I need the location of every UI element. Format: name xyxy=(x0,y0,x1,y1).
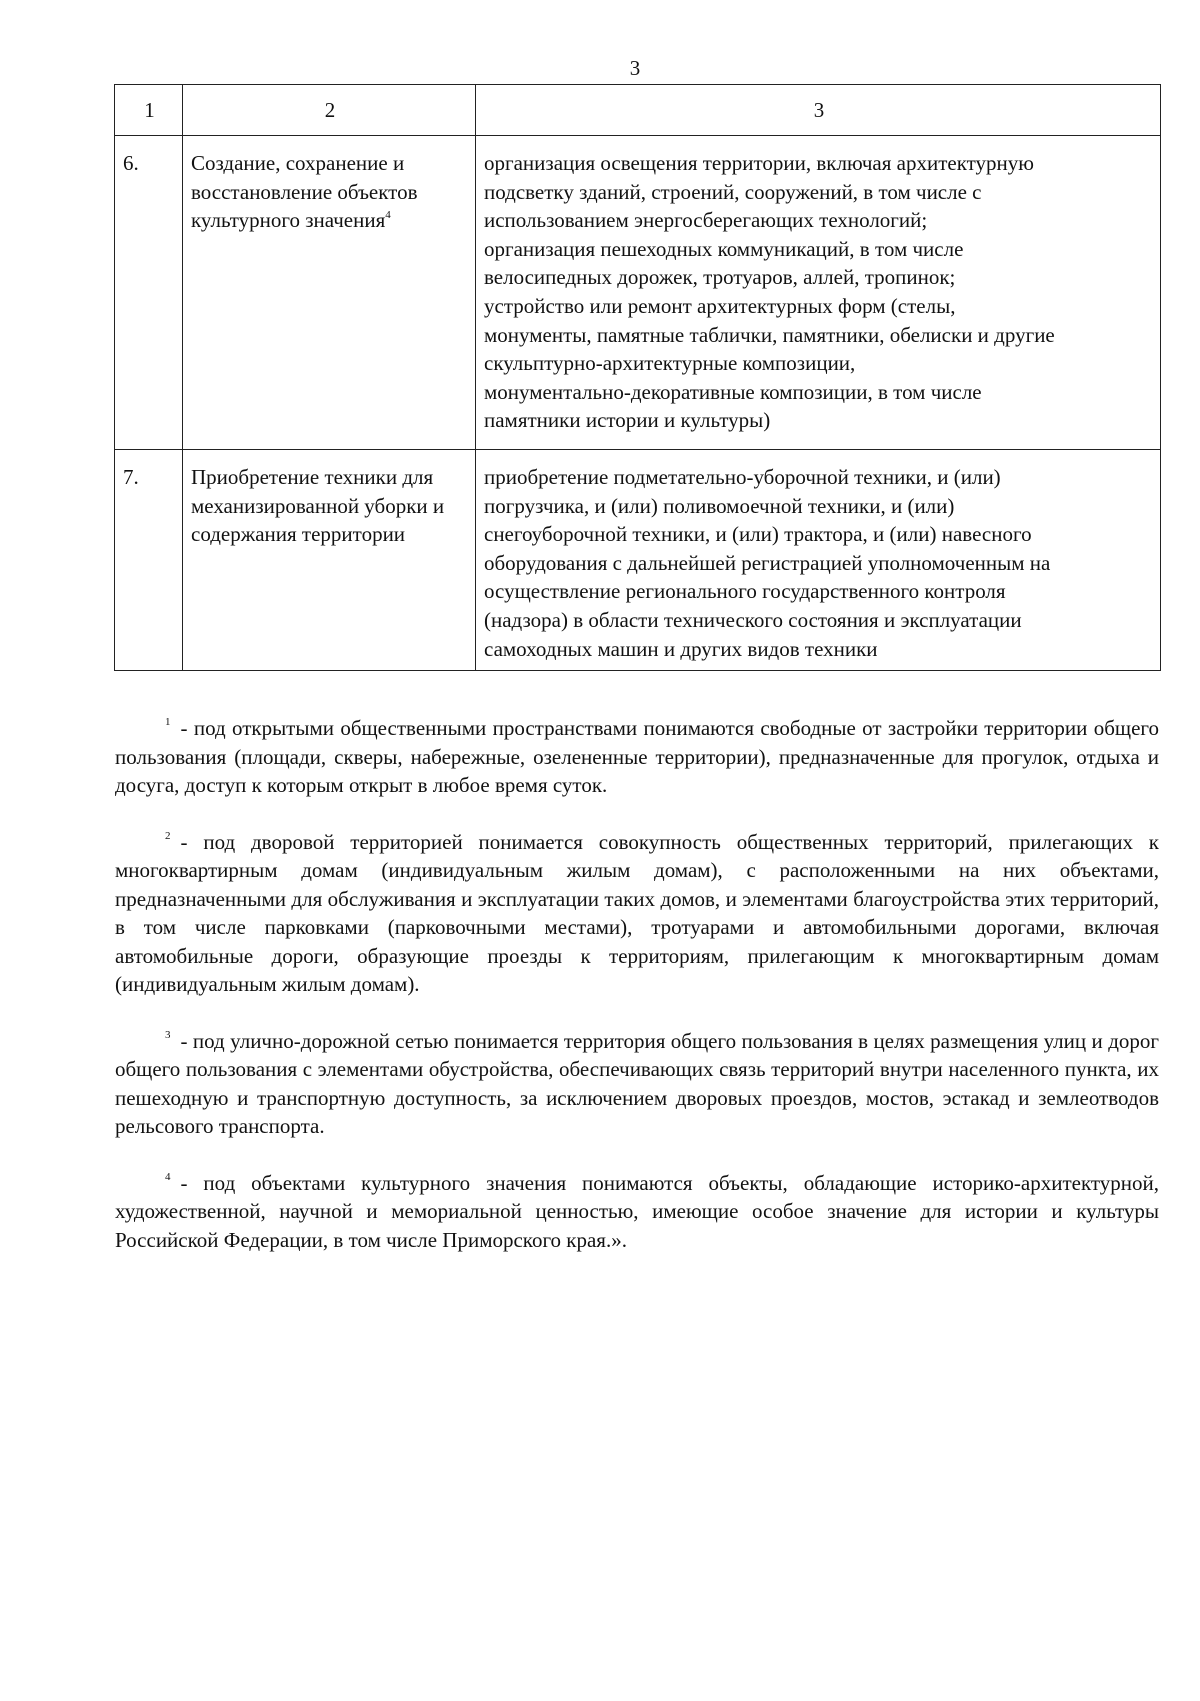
description-line: использованием энергосберегающих технологий; xyxy=(484,208,928,233)
description-line: оборудования с дальнейшей регистрацией уполномоченным на xyxy=(484,550,1051,575)
description-line: осуществление регионального государственного контроля xyxy=(484,579,1006,604)
table-header-row xyxy=(115,85,1161,136)
description-line: погрузчика, и (или) поливомоечной техники, и (или) xyxy=(484,493,955,518)
description-line: (надзора) в области технического состояния и эксплуатации xyxy=(484,607,1022,632)
table-row xyxy=(115,450,1161,671)
description-line: монументы, памятные таблички, памятники, обелиски и другие xyxy=(484,322,1055,347)
footnote-text: - под дворовой территорией понимается совокупность общественных территорий, прилегающих к многоквартирным домам (индивидуальным жилым домам), с расположенными на них объектами, предназначенными для обслуживания и эксплуатации таких домов, и элементами благоустройства этих территорий, в том числе парковками (парковочными местами), тротуарами и автомобильными дорогами, включая автомобильные дороги, образующие проезды к территориям, прилегающим к многоквартирным домам (индивидуальным жилым домам). xyxy=(115,829,1159,996)
description-line: устройство или ремонт архитектурных форм (стелы, xyxy=(484,293,956,318)
footnote xyxy=(115,1169,1159,1255)
row-description xyxy=(476,450,1161,671)
row-name-text: Приобретение техники для механизированной уборки и содержания территории xyxy=(191,465,445,547)
description-line: организация пешеходных коммуникаций, в том числе xyxy=(484,236,964,261)
footnote-text: - под открытыми общественными пространствами понимаются свободные от застройки территории общего пользования (площади, скверы, набережные, озелененные территории), предназначенные для прогулок, отдыха и досуга, доступ к которым открыт в любое время суток. xyxy=(115,716,1159,797)
description-line: подсветку зданий, строений, сооружений, в том числе с xyxy=(484,179,982,204)
footnote xyxy=(115,1027,1159,1141)
footnote-ref: 4 xyxy=(385,209,391,222)
footnote-mark: 4 xyxy=(165,1170,171,1183)
footnote-text: - под улично-дорожной сетью понимается территория общего пользования в целях размещения улиц и дорог общего пользования с элементами обустройства, обеспечивающих связь территорий внутри населенного пункта, их пешеходную и транспортную доступность, за исключением дворовых проездов, мостов, эстакад и землеотводов рельсового транспорта. xyxy=(115,1028,1159,1138)
row-name xyxy=(183,136,476,450)
footnotes xyxy=(115,714,1159,1282)
description-line: памятники истории и культуры) xyxy=(484,408,771,433)
page-number: 3 xyxy=(629,56,641,80)
description-line: снегоуборочной техники, и (или) трактора, и (или) навесного xyxy=(484,522,1032,547)
description-line: монументально-декоративные композиции, в том числе xyxy=(484,379,982,404)
description-line: скульптурно-архитектурные композиции, xyxy=(484,351,856,376)
footnote-mark: 1 xyxy=(165,716,171,728)
activities-table xyxy=(114,84,1161,671)
row-number: 6. xyxy=(115,136,183,450)
footnote-mark: 2 xyxy=(165,829,171,842)
row-name xyxy=(183,450,476,671)
table-row xyxy=(115,136,1161,450)
footnote xyxy=(115,828,1159,999)
row-number: 7. xyxy=(115,450,183,671)
table-header-cell: 2 xyxy=(183,85,476,136)
row-name-text: Создание, сохранение и восстановление объектов культурного значения xyxy=(191,151,418,233)
footnote-mark: 3 xyxy=(165,1028,171,1041)
description-line: самоходных машин и других видов техники xyxy=(484,636,878,661)
row-description xyxy=(476,136,1161,450)
table-header-cell: 1 xyxy=(115,85,183,136)
description-line: велосипедных дорожек, тротуаров, аллей, тропинок; xyxy=(484,265,956,290)
table-header-cell: 3 xyxy=(476,85,1161,136)
description-line: организация освещения территории, включая архитектурную xyxy=(484,151,1034,175)
description-line: приобретение подметательно-уборочной техники, и (или) xyxy=(484,465,1001,489)
footnote xyxy=(115,714,1159,800)
footnote-text: - под объектами культурного значения понимаются объекты, обладающие историко-архитектурной, художественной, научной и мемориальной ценностью, имеющие особое значение для истории и культуры Российской Федерации, в том числе Приморского края.». xyxy=(115,1170,1159,1252)
